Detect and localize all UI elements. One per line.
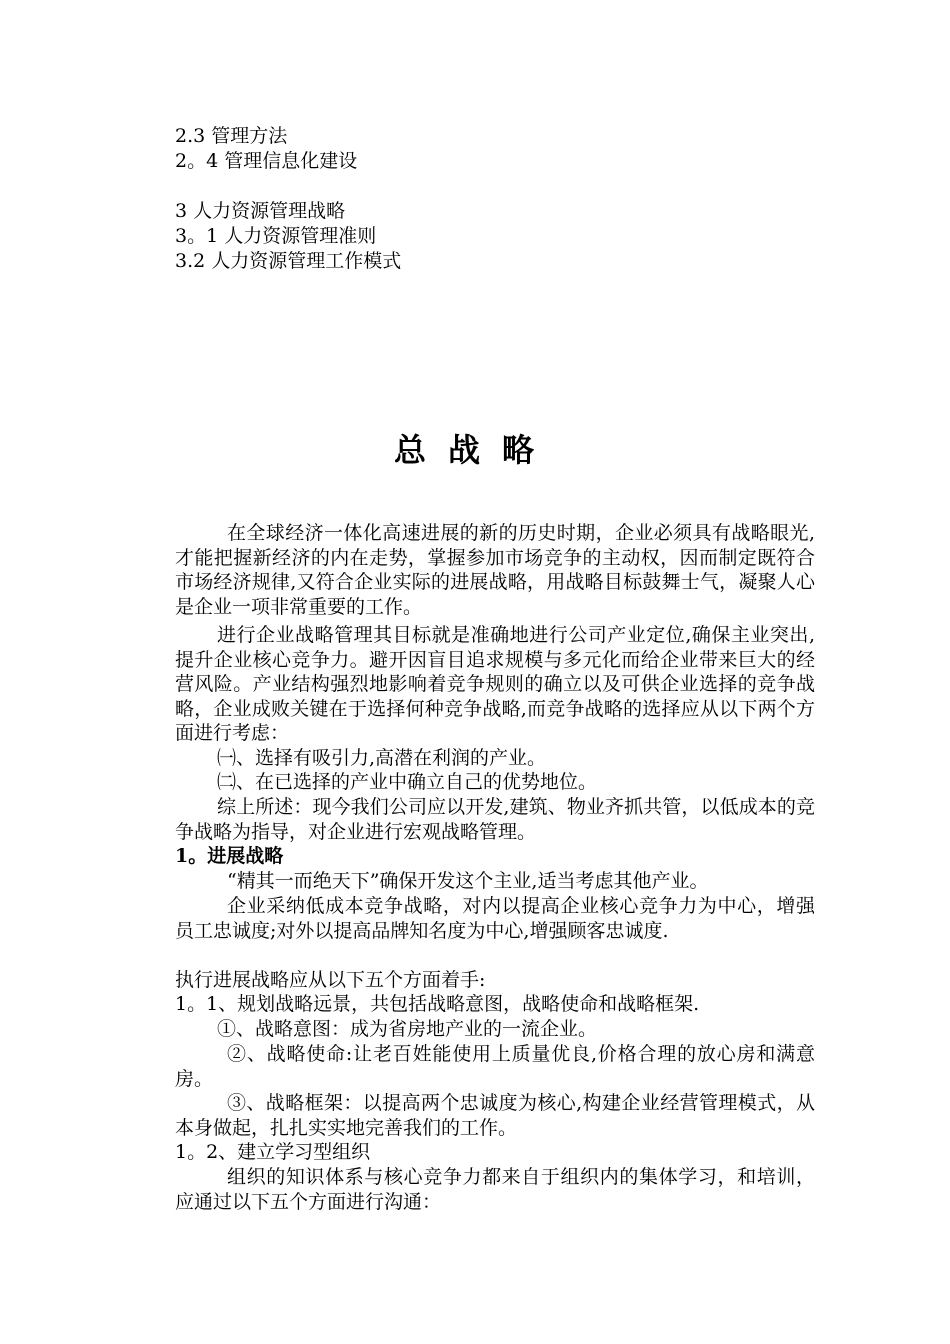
body-paragraph: 企业采纳低成本竞争战略，对内以提高企业核心竞争力为中心，增强员工忠诚度;对外以提高品牌知名度为中心,增强顾客忠诚度. — [175, 895, 815, 942]
body-paragraph: 1。2、建立学习型组织 — [175, 1141, 371, 1163]
page-title: 总战略 — [393, 431, 556, 469]
body-paragraph: ㈡、在已选择的产业中确立自己的优势地位。 — [217, 771, 598, 793]
body-paragraph: “精其一而绝天下”确保开发这个主业,适当考虑其他产业。 — [227, 870, 709, 892]
section-heading: 1。进展战略 — [175, 845, 284, 867]
body-paragraph: ②、战略使命:让老百姓能使用上质量优良,价格合理的放心房和满意房。 — [175, 1043, 815, 1090]
toc-line: 3 人力资源管理战略 — [175, 200, 346, 222]
body-paragraph: 1。1、规划战略远景，共包括战略意图，战略使命和战略框架. — [175, 993, 700, 1015]
toc-line: 2.3 管理方法 — [175, 125, 288, 147]
body-paragraph: ㈠、选择有吸引力,高潜在利润的产业。 — [217, 747, 547, 769]
body-paragraph: 综上所述：现今我们公司应以开发,建筑、物业齐抓共管，以低成本的竞争战略为指导，对企业进行宏观战略管理。 — [175, 796, 815, 843]
body-paragraph: ①、战略意图：成为省房地产业的一流企业。 — [217, 1018, 598, 1040]
body-paragraph: 组织的知识体系与核心竞争力都来自于组织内的集体学习，和培训，应通过以下五个方面进行沟通： — [175, 1166, 815, 1213]
toc-line: 2。4 管理信息化建设 — [175, 150, 358, 172]
body-paragraph: 在全球经济一体化高速进展的新的历史时期，企业必须具有战略眼光,才能把握新经济的内在走势，掌握参加市场竞争的主动权，因而制定既符合市场经济规律,又符合企业实际的进展战略，用战略目标鼓舞士气，凝聚人心是企业一项非常重要的工作。 — [175, 522, 815, 618]
body-paragraph: 执行进展战略应从以下五个方面着手: — [175, 969, 486, 991]
body-paragraph: 进行企业战略管理其目标就是准确地进行公司产业定位,确保主业突出,提升企业核心竞争力。避开因盲目追求规模与多元化而给企业带来巨大的经营风险。产业结构强烈地影响着竞争规则的确立以及可供企业选择的竞争战略，企业成败关键在于选择何种竞争战略,而竞争战略的选择应从以下两个方面进行考虑： — [175, 624, 815, 744]
toc-line: 3。1 人力资源管理准则 — [175, 225, 377, 247]
body-paragraph: ③、战略框架：以提高两个忠诚度为核心,构建企业经营管理模式，从本身做起，扎扎实实地完善我们的工作。 — [175, 1092, 815, 1139]
toc-line: 3.2 人力资源管理工作模式 — [175, 250, 402, 272]
